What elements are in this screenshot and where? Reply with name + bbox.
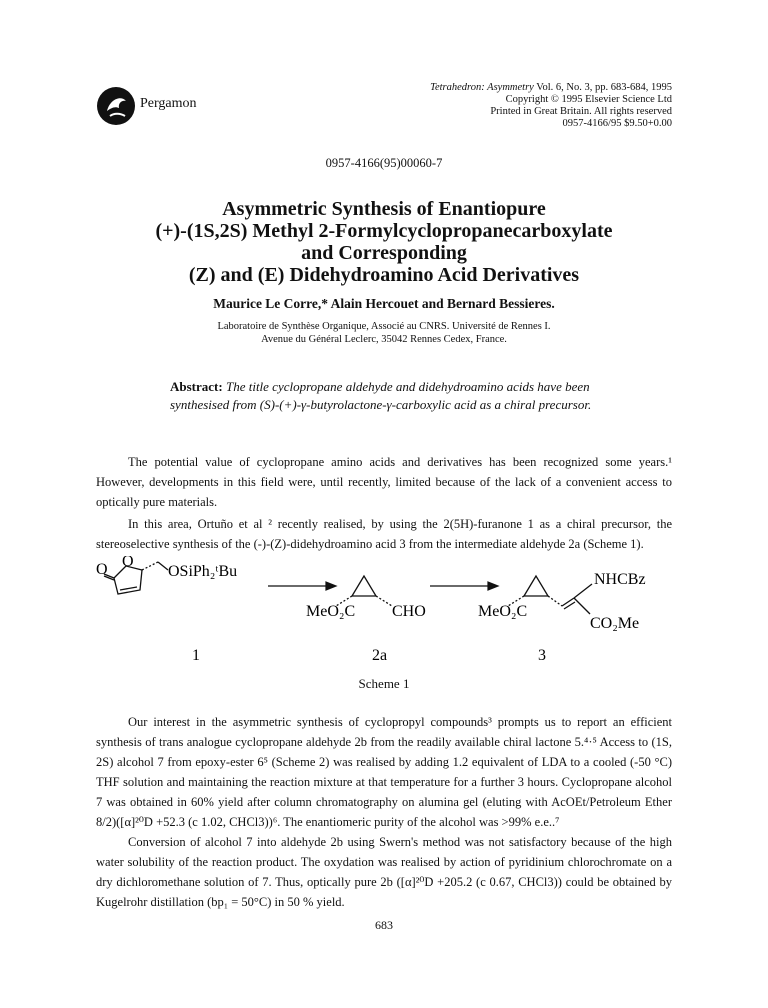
- paragraph-2: In this area, Ortuño et al ² recently realised, by using the 2(5H)-furanone 1 as a chiral precursor, the stereoselective synthesis of the (-)-(Z)-didehydroamino acid 3 from the intermediate aldehyde 2a (Scheme 1).: [96, 517, 672, 551]
- affiliation-line-2: Avenue du Général Leclerc, 35042 Rennes Cedex, France.: [261, 334, 507, 345]
- scheme-caption: Scheme 1: [358, 676, 410, 691]
- printed-line: Printed in Great Britain. All rights reserved: [490, 106, 672, 117]
- c3-co2me: CO₂Me: [590, 615, 640, 632]
- affiliation-line-1: Laboratoire de Synthèse Organique, Associé au CNRS. Université de Rennes I.: [217, 321, 551, 332]
- c2-ester: MeO₂C: [306, 603, 356, 620]
- compound-3-label: 3: [538, 647, 546, 664]
- scheme-1-diagram: [96, 556, 672, 676]
- c1-substituent: OSiPh₂ᵗBu: [168, 563, 238, 580]
- c1-ring-o: O: [122, 556, 134, 570]
- furanone-double-bond: [120, 587, 137, 590]
- title-line-4: (Z) and (E) Didehydroamino Acid Derivatives: [188, 264, 580, 286]
- journal-meta: [430, 82, 672, 130]
- compound-1: [104, 562, 168, 594]
- publisher-logo-icon: [96, 86, 136, 126]
- issn-line: 0957-4166/95 $9.50+0.00: [562, 118, 672, 129]
- title-line-3: and Corresponding: [301, 242, 467, 264]
- compound-2a: [336, 576, 392, 606]
- paragraph-4: Conversion of alcohol 7 into aldehyde 2b using Swern's method was not satisfactory because of the high water solubility of the reaction product. The oxydation was realised by action of pyridinium chlorochromate on a dry dichloromethane solution of 7. Thus, optically pure 2b ([α]²⁰D +205.2 (c 0.67, CHCl3)) could be obtained by Kugelrohr distillation (bp₁ = 50°C) in 50 % yield.: [96, 835, 672, 909]
- c3-ester: MeO₂C: [478, 603, 528, 620]
- stereo-bond: [142, 562, 158, 570]
- compound-1-label: 1: [192, 647, 200, 664]
- reaction-arrow-1: [268, 582, 336, 590]
- alkene-to-nh: [574, 584, 592, 598]
- title-line-1: Asymmetric Synthesis of Enantiopure: [222, 198, 546, 220]
- reaction-arrow-2: [430, 582, 498, 590]
- article-doi: 0957-4166(95)00060-7: [325, 156, 443, 170]
- furanone-ring: [114, 566, 142, 594]
- c1-carbonyl-o: O: [96, 561, 108, 578]
- authors: Maurice Le Corre,* Alain Hercouet and Bernard Bessieres.: [213, 296, 555, 311]
- abstract-text: The title cyclopropane aldehyde and didehydroamino acids have been synthesised from (S)-(+)-γ-butyrolactone-γ-carboxylic acid as a chiral precursor.: [170, 379, 592, 412]
- ch2-bond: [158, 562, 168, 570]
- title-line-2: (+)-(1S,2S) Methyl 2-Formylcyclopropanecarboxylate: [155, 220, 613, 242]
- c2-aldehyde: CHO: [392, 603, 426, 620]
- journal-citation: [430, 82, 672, 94]
- copyright-line: Copyright © 1995 Elsevier Science Ltd: [505, 94, 672, 105]
- affiliation: [0, 320, 768, 346]
- compound-2a-label: 2a: [372, 647, 388, 664]
- publisher-name: Pergamon: [140, 96, 197, 111]
- cyclopropane-ring-2a: [352, 576, 376, 596]
- abstract-label: Abstract:: [170, 379, 223, 394]
- paper-title: [100, 198, 668, 286]
- cyclopropane-ring-3: [524, 576, 548, 596]
- page-number: 683: [375, 918, 393, 932]
- alkene-to-ester: [574, 598, 590, 614]
- journal-volume: Vol. 6, No. 3, pp. 683-684, 1995: [533, 82, 672, 93]
- paragraph-3: Our interest in the asymmetric synthesis of cyclopropyl compounds³ prompts us to report an efficient synthesis of trans analogue cyclopropane aldehyde 2b from the readily available chiral lactone 5.⁴·⁵ Access to (1S, 2S) alcohol 7 from epoxy-ester 6⁵ (Scheme 2) was realised by adding 1.2 equivalent of LDA to a cooled (-50 °C) THF solution and maintaining the reaction mixture at that temperature for a further 3 hours. Cyclopropane alcohol 7 was obtained in 60% yield after column chromatography on alumina gel (eluting with AcOEt/Petroleum Ether 8/2)([α]²⁰D +52.3 (c 1.02, CHCl3))⁶. The enantiomeric purity of the alcohol was >99% e.e..⁷: [96, 715, 672, 829]
- c3-nhcbz: NHCBz: [594, 571, 646, 588]
- paragraph-1: The potential value of cyclopropane amino acids and derivatives has been recognized some years.¹ However, developments in this field were, until recently, limited because of the lack of a convenient access to optically pure materials.: [96, 455, 672, 509]
- abstract: [170, 378, 600, 414]
- journal-name: Tetrahedron: Asymmetry: [430, 82, 534, 93]
